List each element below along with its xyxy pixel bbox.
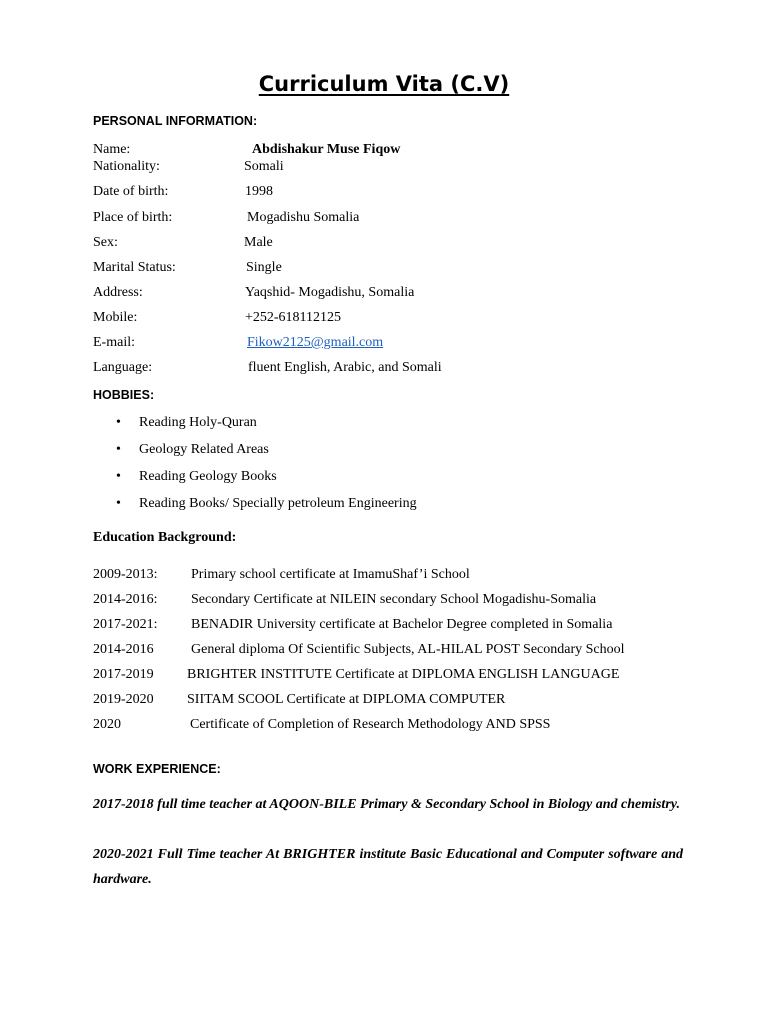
education-years: 2019-2020 [93,692,154,707]
email-link[interactable]: Fikow2125@gmail.com [247,335,384,350]
education-heading: Education Background: [93,530,237,545]
field-label: Address: [93,285,143,300]
field-value: Male [244,235,273,250]
field-label: Place of birth: [93,210,173,225]
hobby-text: Reading Geology Books [139,469,277,484]
hobby-text: Reading Holy-Quran [139,415,257,430]
field-label: Language: [93,360,153,375]
education-description: BENADIR University certificate at Bachelor Degree completed in Somalia [191,617,613,632]
education-row [93,665,753,685]
hobby-text: Geology Related Areas [139,442,269,457]
field-label: E-mail: [93,335,135,350]
field-sex [93,233,733,253]
field-value: Yaqshid- Mogadishu, Somalia [245,285,415,300]
education-description: Secondary Certificate at NILEIN secondary School Mogadishu-Somalia [191,592,597,607]
field-label: Mobile: [93,310,138,325]
education-row [93,565,753,585]
field-value: 1998 [245,184,273,199]
field-address [93,283,733,303]
field-label: Date of birth: [93,184,169,199]
work-entry: 2020-2021 Full Time teacher At BRIGHTER institute Basic Educational and Computer software and hardware. [93,847,683,887]
education-years: 2017-2019 [93,667,154,682]
bullet-icon: • [116,496,121,511]
education-description: General diploma Of Scientific Subjects, AL-HILAL POST Secondary School [191,642,625,657]
field-value: Mogadishu Somalia [247,210,360,225]
field-language [93,358,733,378]
education-description: BRIGHTER INSTITUTE Certificate at DIPLOMA ENGLISH LANGUAGE [187,667,620,682]
education-years: 2014-2016: [93,592,158,607]
bullet-icon: • [116,469,121,484]
education-row [93,615,753,635]
hobby-text: Reading Books/ Specially petroleum Engineering [139,496,417,511]
education-row [93,590,753,610]
education-row [93,715,753,735]
field-email [93,333,733,353]
field-marital-status [93,258,733,278]
education-years: 2020 [93,717,121,732]
field-value: Somali [244,159,284,174]
education-years: 2014-2016 [93,642,154,657]
education-description: Primary school certificate at ImamuShaf’i School [191,567,470,582]
field-label: Name: [93,142,131,157]
title-text: Curriculum Vita (C.V) [258,72,510,96]
field-place-of-birth [93,208,733,228]
bullet-icon: • [116,442,121,457]
field-date-of-birth [93,182,733,202]
field-label: Sex: [93,235,118,250]
field-value: +252-618112125 [245,310,342,325]
education-years: 2017-2021: [93,617,158,632]
education-row [93,640,753,660]
field-mobile [93,308,733,328]
hobbies-heading: HOBBIES: [93,388,155,402]
field-value: fluent English, Arabic, and Somali [248,360,442,375]
field-label: Marital Status: [93,260,176,275]
education-years: 2009-2013: [93,567,158,582]
education-description: SIITAM SCOOL Certificate at DIPLOMA COMPUTER [187,692,506,707]
field-nationality [93,157,733,177]
work-experience-heading: WORK EXPERIENCE: [93,762,221,776]
field-value: Single [246,260,282,275]
field-value: Abdishakur Muse Fiqow [252,142,401,157]
personal-info-heading: PERSONAL INFORMATION: [93,114,258,128]
bullet-icon: • [116,415,121,430]
document-title [0,72,768,96]
work-entry: 2017-2018 full time teacher at AQOON-BILE Primary & Secondary School in Biology and chemistry. [93,797,680,812]
field-label: Nationality: [93,159,160,174]
education-description: Certificate of Completion of Research Methodology AND SPSS [190,717,551,732]
education-row [93,690,753,710]
